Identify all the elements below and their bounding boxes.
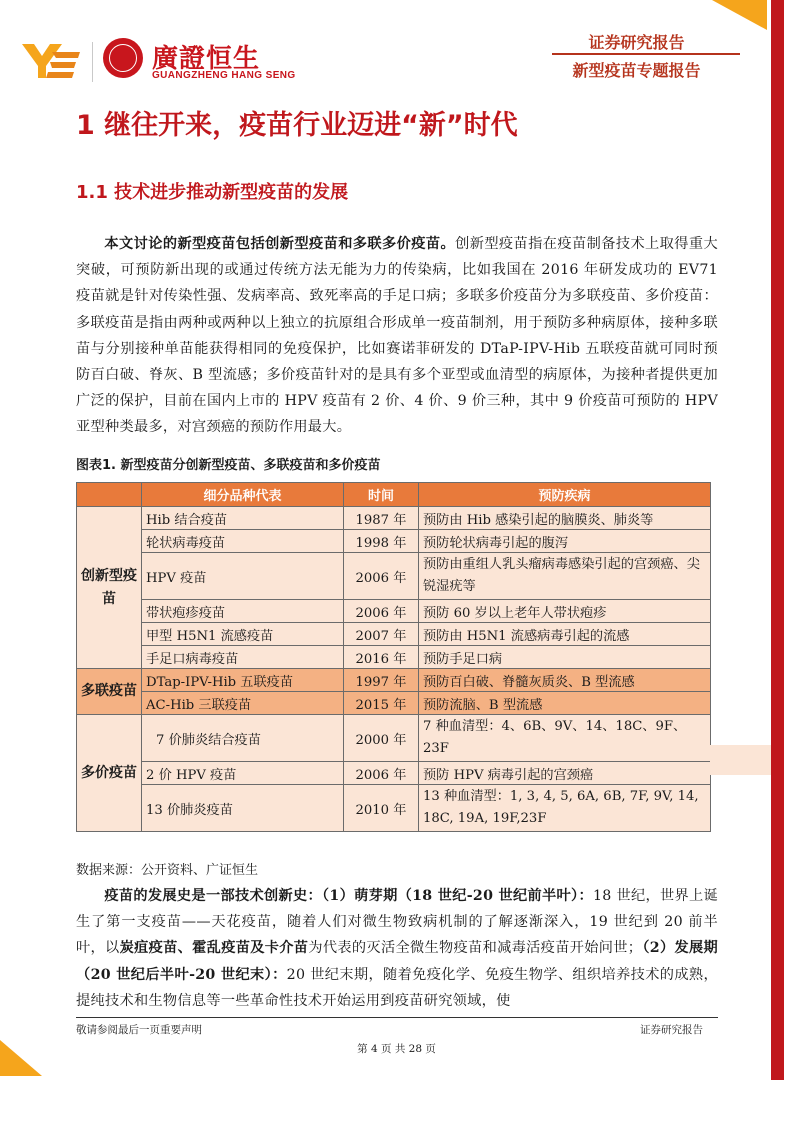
header-time: 时间: [344, 483, 419, 507]
table-caption: 图表1. 新型疫苗分创新型疫苗、多联疫苗和多价疫苗: [76, 458, 381, 473]
cell-prevent: 预防由 H5N1 流感病毒引起的流感: [419, 623, 711, 646]
cell-prevent: 预防 60 岁以上老年人带状疱疹: [419, 600, 711, 623]
table-row: [77, 600, 711, 623]
cell-product: AC-Hib 三联疫苗: [142, 692, 344, 715]
cell-time: 1998 年: [344, 530, 419, 553]
corner-accent-top: [712, 0, 767, 30]
table-row: [77, 785, 711, 832]
group-combo: 多联疫苗: [77, 669, 142, 715]
cell-prevent: 预防 HPV 病毒引起的宫颈癌: [419, 762, 711, 785]
cell-prevent: 预防轮状病毒引起的腹泻: [419, 530, 711, 553]
cell-product: Hib 结合疫苗: [142, 507, 344, 530]
cell-time: 1997 年: [344, 669, 419, 692]
history-lead: 疫苗的发展史是一部技术创新史：（1）萌芽期（18 世纪-20 世纪前半叶）：: [104, 888, 593, 904]
cell-time: 2006 年: [344, 600, 419, 623]
cell-time: 2015 年: [344, 692, 419, 715]
cell-prevent: 7 种血清型：4、6B、9V、14、18C、9F、23F: [419, 715, 711, 762]
footer-disclaimer: 敬请参阅最后一页重要声明: [76, 1024, 202, 1036]
cell-product: 甲型 H5N1 流感疫苗: [142, 623, 344, 646]
cell-prevent: 预防流脑、B 型流感: [419, 692, 711, 715]
history-text-2: 为代表的灭活全微生物疫苗和减毒活疫苗开始问世；: [308, 940, 643, 957]
cell-product: 13 价肺炎疫苗: [142, 785, 344, 832]
cell-product: 轮状病毒疫苗: [142, 530, 344, 553]
table-source: 数据来源：公开资料、广证恒生: [76, 863, 259, 878]
table-row: [77, 646, 711, 669]
footer-report-type: 证券研究报告: [640, 1024, 703, 1036]
intro-body: 创新型疫苗指在疫苗制备技术上取得重大突破，可预防新出现的或通过传统方法无能为力的传染病，比如我国在 2016 年研发成功的 EV71 疫苗就是针对传染性强、发病率高、致死率高的手足口病；多联多价疫苗分为多联疫苗、多价疫苗：多联疫苗是指由两种或两种以上独立的抗原组合形成单一疫苗制剂，用于预防多种病原体，接种多联苗与分别接种单苗能获得相同的免疫保护，比如赛诺菲研发的 DTaP-IPV-Hib 五联疫苗就可同时预防百白破、脊灰、B 型流感；多价疫苗针对的是具有多个亚型或血清型的病原体，为接种者提供更加广泛的保护，目前在国内上市的 HPV 疫苗有 2 价、4 价、9 价三种，其中 9 价疫苗可预防的 HPV 亚型种类最多，对宫颈癌的预防作用最大。: [76, 236, 718, 436]
header-blank: [77, 483, 142, 507]
cell-product: 2 价 HPV 疫苗: [142, 762, 344, 785]
report-type: 证券研究报告: [588, 33, 685, 52]
logo-separator: [92, 42, 93, 82]
table-row: [77, 762, 711, 785]
page-number: 第 4 页 共 28 页: [357, 1043, 436, 1055]
section-title: 1 继往开来，疫苗行业迈进“新”时代: [76, 110, 518, 141]
seal-icon: [103, 38, 143, 78]
footer-rule: [76, 1017, 718, 1018]
table-row: [77, 553, 711, 600]
cell-prevent: 预防百白破、脊髓灰质炎、B 型流感: [419, 669, 711, 692]
cell-time: 2010 年: [344, 785, 419, 832]
table-row: [77, 507, 711, 530]
cell-time: 2007 年: [344, 623, 419, 646]
history-examples: 炭疽疫苗、霍乱疫苗及卡介苗: [119, 940, 309, 957]
cell-product: DTap-IPV-Hib 五联疫苗: [142, 669, 344, 692]
header-product: 细分品种代表: [142, 483, 344, 507]
vaccine-table: [76, 482, 711, 832]
cell-time: 2006 年: [344, 553, 419, 600]
intro-paragraph: [76, 231, 718, 441]
table-row: [77, 692, 711, 715]
table-row: [77, 623, 711, 646]
cell-product: 带状疱疹疫苗: [142, 600, 344, 623]
brand-name-en: GUANGZHENG HANG SENG: [152, 70, 296, 81]
table-row: [77, 530, 711, 553]
subsection-title: 1.1 技术进步推动新型疫苗的发展: [76, 182, 349, 203]
cell-product: 手足口病毒疫苗: [142, 646, 344, 669]
table-row: [77, 715, 711, 762]
history-paragraph: [76, 883, 718, 1014]
group-multivalent: 多价疫苗: [77, 715, 142, 832]
history-text-3: 20 世纪末期，随着免疫化学、免疫生物学、组织培养技术的成熟，提纯技术和生物信息等一些革命性技术开始运用到疫苗研究领域，使: [76, 966, 718, 1009]
history-stage-2: （2）发展期（20 世纪后半叶-20 世纪末）：: [76, 940, 719, 983]
report-title: 新型疫苗专题报告: [572, 61, 701, 80]
side-tab-decoration: [710, 745, 771, 775]
brand-name: 廣證恒生: [152, 44, 261, 74]
right-accent-bar: [771, 0, 784, 1080]
cell-product: HPV 疫苗: [142, 553, 344, 600]
cell-time: 1987 年: [344, 507, 419, 530]
group-innovative: 创新型疫苗: [77, 507, 142, 669]
cell-prevent: 13 种血清型：1, 3, 4, 5, 6A, 6B, 7F, 9V, 14, 18C, 19A, 19F,23F: [419, 785, 711, 832]
cell-prevent: 预防手足口病: [419, 646, 711, 669]
history-text-1: 18 世纪，世界上诞生了第一支疫苗——天花疫苗，随着人们对微生物致病机制的了解逐渐深入，19 世纪到 20 前半叶，以: [76, 888, 718, 957]
cell-time: 2006 年: [344, 762, 419, 785]
intro-lead: 本文讨论的新型疫苗包括创新型疫苗和多联多价疫苗。: [104, 236, 456, 252]
header-rule: [552, 53, 740, 55]
table-header-row: [77, 483, 711, 507]
cell-time: 2000 年: [344, 715, 419, 762]
cell-time: 2016 年: [344, 646, 419, 669]
cell-prevent: 预防由 Hib 感染引起的脑膜炎、肺炎等: [419, 507, 711, 530]
ye-logo-icon: [22, 42, 80, 80]
cell-product: 7 价肺炎结合疫苗: [142, 715, 344, 762]
table-row: [77, 669, 711, 692]
cell-prevent: 预防由重组人乳头瘤病毒感染引起的宫颈癌、尖锐湿疣等: [419, 553, 711, 600]
header-prevent: 预防疾病: [419, 483, 711, 507]
